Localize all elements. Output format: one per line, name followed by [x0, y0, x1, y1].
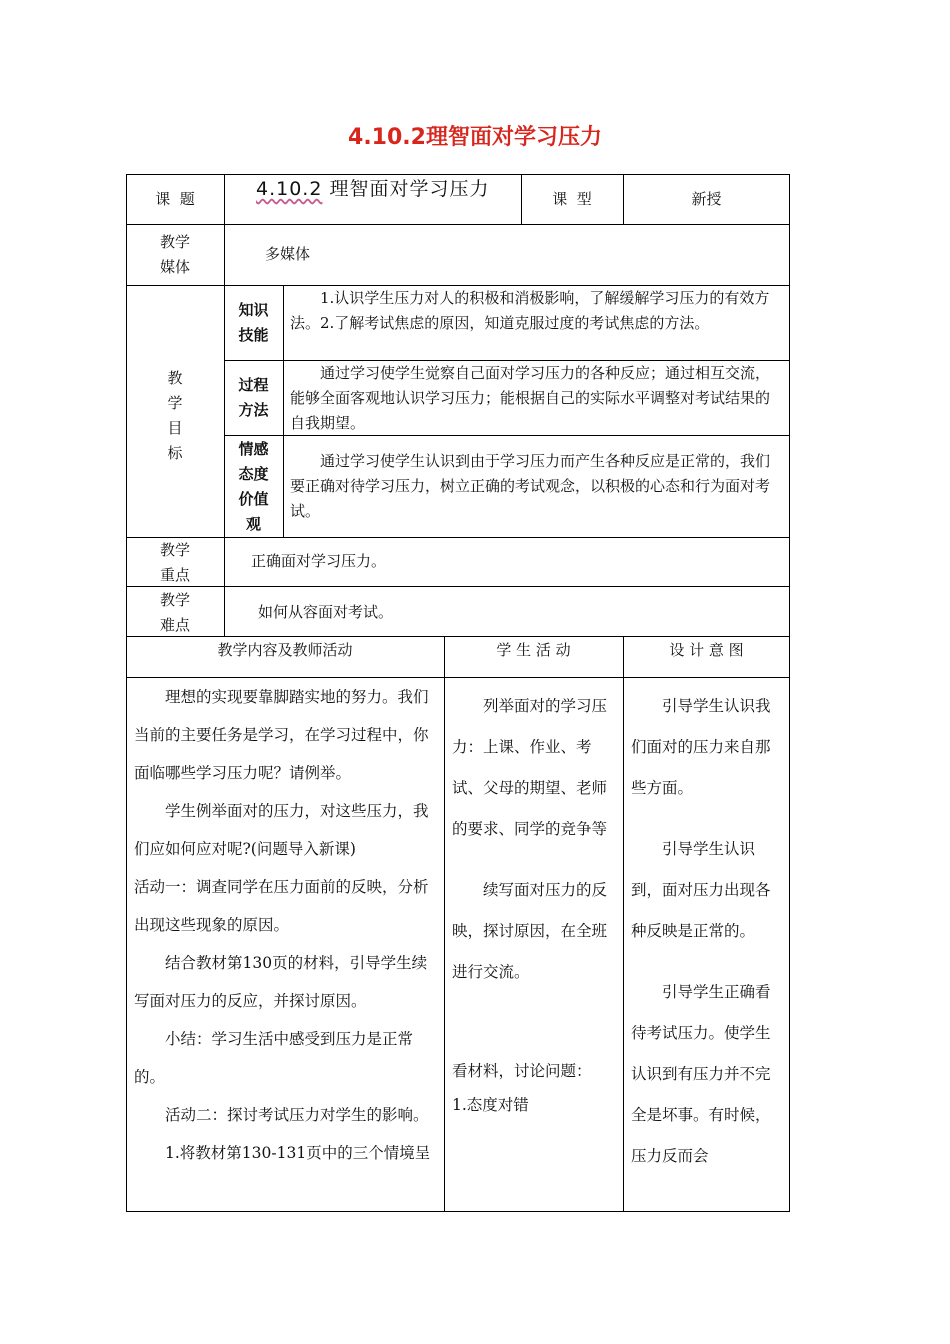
column-divider	[283, 285, 284, 537]
difficulty-value: 如何从容面对考试。	[258, 603, 394, 621]
key-point-value: 正确面对学习压力。	[251, 552, 387, 570]
teacher-paragraph: 学生例举面对的压力，对这些压力，我们应如何应对呢?(问题导入新课)	[134, 802, 429, 858]
intent-paragraph: 引导学生认识到，面对压力出现各种反映是正常的。	[631, 840, 771, 940]
difficulty-label: 教学 难点	[159, 591, 190, 634]
student-paragraph: 列举面对的学习压力：上课、作业、考试、父母的期望、老师的要求、同学的竞争等	[452, 697, 608, 838]
column-divider	[623, 636, 624, 1212]
topic-label: 课 题	[155, 190, 195, 208]
row-divider	[126, 537, 790, 538]
row-divider	[126, 224, 790, 225]
document-title: 4.10.2理智面对学习压力	[348, 125, 602, 150]
teacher-paragraph: 1.将教材第130-131页中的三个情境呈	[165, 1144, 431, 1162]
process-text: 通过学习使学生觉察自己面对学习压力的各种反应；通过相互交流，能够全面客观地认识学习压力；能根据自己的实际水平调整对考试结果的自我期望。	[290, 364, 771, 432]
emotion-text: 通过学习使学生认识到由于学习压力而产生各种反应是正常的，我们要正确对待学习压力，树立正确的考试观念，以积极的心态和行为面对考试。	[290, 452, 771, 520]
student-activity	[452, 686, 616, 1122]
emotion-label: 情感 态度 价值 观	[238, 440, 269, 533]
teacher-paragraph: 结合教材第130页的材料，引导学生续写面对压力的反应，并探讨原因。	[134, 954, 428, 1010]
intent-paragraph: 引导学生认识我们面对的压力来自那些方面。	[631, 697, 771, 797]
column-header-student: 学 生 活 动	[496, 641, 571, 659]
teacher-paragraph: 活动一：调查同学在压力面前的反映，分析出现这些现象的原因。	[134, 878, 429, 934]
media-label: 教学 媒体	[159, 233, 190, 276]
type-label: 课 型	[552, 190, 592, 208]
row-divider	[126, 586, 790, 587]
knowledge-text: 1.认识学生压力对人的积极和消极影响，了解缓解学习压力的有效方法。2.了解考试焦虑的原因，知道克服过度的考试焦虑的方法。	[290, 289, 770, 332]
topic-number: 4.10.2	[256, 178, 323, 200]
key-point-label: 教学 重点	[159, 541, 190, 584]
media-value: 多媒体	[265, 245, 311, 263]
topic-title-image	[256, 174, 489, 201]
teacher-paragraph: 活动二：探讨考试压力对学生的影响。	[165, 1106, 429, 1124]
row-divider	[126, 636, 790, 637]
student-paragraph: 续写面对压力的反映，探讨原因，在全班进行交流。	[452, 881, 608, 981]
type-value: 新授	[691, 190, 722, 208]
design-intent	[631, 686, 783, 1177]
student-paragraph: 1.态度对错	[452, 1096, 529, 1114]
teacher-activity	[134, 678, 436, 1172]
teacher-paragraph: 小结：学习生活中感受到压力是正常的。	[134, 1030, 414, 1086]
knowledge-label: 知识 技能	[238, 301, 269, 344]
intent-paragraph: 引导学生正确看待考试压力。使学生认识到有压力并不完全是坏事。有时候，压力反而会	[631, 983, 771, 1165]
teacher-paragraph: 理想的实现要靠脚踏实地的努力。我们当前的主要任务是学习，在学习过程中，你面临哪些学习压力呢？请例举。	[134, 688, 429, 782]
topic-text: 理智面对学习压力	[322, 178, 490, 200]
column-header-intent: 设 计 意 图	[669, 641, 744, 659]
column-header-teacher: 教学内容及教师活动	[217, 641, 353, 659]
process-label: 过程 方法	[238, 376, 269, 419]
goals-label: 教 学 目 标	[167, 369, 183, 462]
student-paragraph: 看材料，讨论问题：	[452, 1062, 592, 1080]
column-divider	[444, 636, 445, 1212]
